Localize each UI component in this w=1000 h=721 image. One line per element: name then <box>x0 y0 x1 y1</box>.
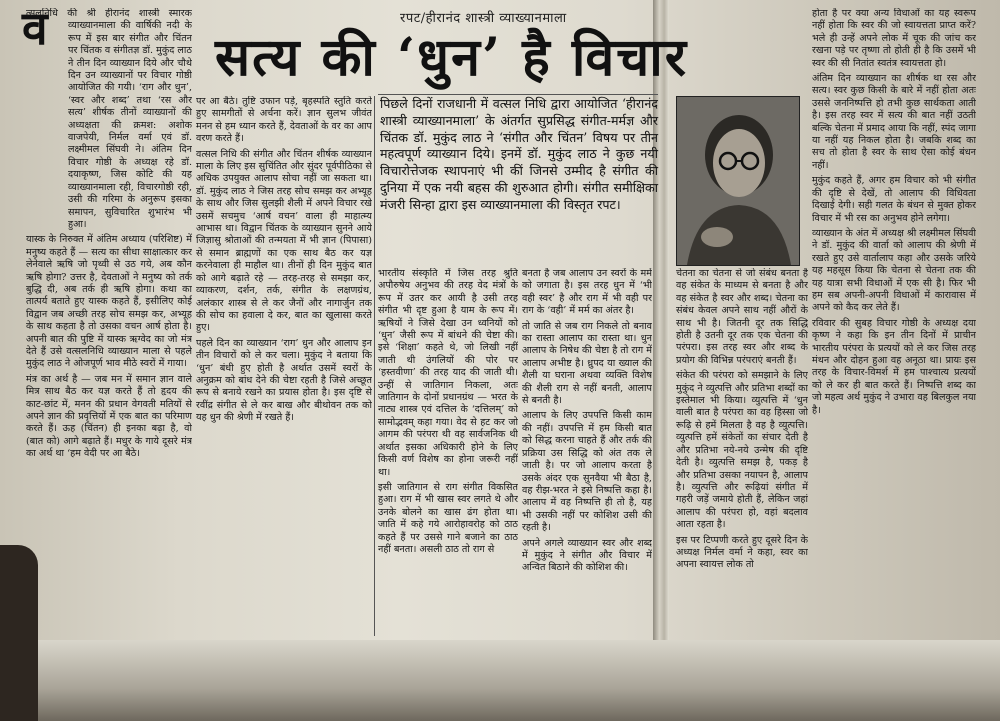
col1-para-3: मंत्र का अर्थ है — जब मन में समान ज्ञान वाले मित्र साथ बैठ कर यज्ञ करते हैं तो हृदय की काट-छांट में, मनन की प्रधान वेगवती मतियों से अपने ज्ञान की प्रवृत्तियों में एक बात का परिमाण करते हैं। ऊह (चिंतन) ही इनका बढ़ा है, वो (बात को) आगे बढ़ाते हैं। मधुर के गाये दूसरे मंत्र का अर्थ था ‘हम वेदी पर आ बैठे। <box>26 373 192 460</box>
col4-para-1: बनता है जब आलाप उन स्वरों के मर्म को जगाता है। इस तरह धुन में ‘भी वही स्वर’ है और राग में भी वही पर राग के ‘वही’ में मर्म का अंतर है। <box>522 268 652 317</box>
drop-cap: व <box>22 1 48 55</box>
bottom-edge <box>0 640 1000 721</box>
col5a-para-3: इस पर टिप्पणी करते हुए दूसरे दिन के अध्यक्ष निर्मल वर्मा ने कहा, स्वर का अपना स्वायत्त लोक तो <box>676 534 808 571</box>
col4-para-3: आलाप के लिए उपपत्ति किसी काम की नहीं। उपपत्ति में हम किसी बात को सिद्ध करना चाहते हैं और तर्क की प्रक्रिया उस सिद्धि को अंत तक ले जाती है। पर जो आलाप करता है उसके अंदर एक सुनवैया भी बैठा है, वह रीझ-भरत ने इसे निष्पत्ति कहा है। आलाप में वह निष्पत्ति ही तो है, यह भी उसकी नहीं पर कोशिश उसी की रहती है। <box>522 410 652 534</box>
col2-para-3: पहले दिन का व्याख्यान ‘राग’ धुन और आलाप इन तीन विचारों को ले कर चला। मुकुंद ने बताया कि ‘धुन’ बंधी हुए होती है अर्थात उसमें स्वरों के अनुक्रम को बांध देने की चेष्टा रहती है जिसे अच्छूत रूप से बनाये रखने का प्रयास होता है। इस दृष्टि से रवींद्र संगीत से ले कर बाख और बीथोवन तक को यह धुन की श्रेणी में रखते हैं। <box>196 337 372 424</box>
col3-para-2: इसी जातिगान से राग संगीत विकसित हुआ। राग में भी खास स्वर लगते थे और उनके बोलने का खास ढंग होता था। जाति में कहे गये आरोहावरोह को ठाठ कहते हैं पर उससे गाने बजाने का ठाठ नहीं बनता। असली ठाठ तो राग से <box>378 481 518 555</box>
headline: सत्य की ‘धुन’ है विचार <box>215 27 689 88</box>
column-5b <box>812 8 976 638</box>
col5b-para-5: रविवार की सुबह विचार गोष्ठी के अध्यक्ष दया कृष्ण ने कहा कि इन तीन दिनों में प्राचीन भारतीय परंपरा के प्रत्ययों को ले कर जिस तरह मंथन और दोहन हुआ वह अनूठा था। प्रायः इस तरह के विचार-विमर्श में हम पाश्चात्य प्रत्ययों को ले कर ही बात करते हैं। निष्पत्ति शब्द का जो महत्व अर्थ मुकुंद ने उभारा वह बिलकुल नया है। <box>812 317 976 416</box>
author-photo <box>676 96 800 266</box>
column-1 <box>26 8 192 638</box>
column-rule-1 <box>374 96 375 636</box>
holding-hand <box>0 545 38 721</box>
col2-para-1: पर आ बैठे। तुष्टि उफान पड़े, बृहस्पति स्तुति करते हुए सामगीतों से अर्चना करें। ज्ञान सुलभ जीवंत मनन से हम ध्यान करते हैं, देवताओं के वर का आप वरण करते हैं। <box>196 96 372 145</box>
col4-para-4: अपने अगले व्याख्यान स्वर और शब्द में मुकुंद ने संगीत और विचार में अन्वित बिठाने की कोशिश की। <box>522 537 652 574</box>
column-2 <box>196 96 372 636</box>
col5b-para-3: मुकुंद कहते हैं, अगर हम विचार को भी संगीत की दृष्टि से देखें, तो आलाप की विधिवता दिखाई देगी। सही गलत के बंधन से मुक्त होकर विचार में भी रस का अनुभव होने लगेगा। <box>812 175 976 224</box>
section-strip: रपट/हीरानंद शास्त्री व्याख्यानमाला <box>400 11 567 26</box>
column-3 <box>378 268 518 638</box>
intro-rule <box>378 94 658 95</box>
col5a-para-2: संकेत की परंपरा को समझाने के लिए मुकुंद ने व्युत्पत्ति और प्रतिभा शब्दों का इस्तेमाल भी किया। व्युत्पत्ति में ‘धुन वाली बात है परंपरा का वह हिस्सा जो रूढ़ि से हमें मिलता है वह है व्युत्पत्ति। व्युत्पत्ति हमें संकेतों का संचार देती है और प्रतिभा नये-नये उन्मेष की दृष्टि देती है। व्युत्पत्ति समझ है, पकड़ है और प्रतिभा उसका नयापन है, आलाप है। व्युत्पत्ति और रूढ़ियां संगीत में गहरी जड़ें जमाये होती हैं, लेकिन जहां आलाप की परंपरा हो, वहां बदलाव आता रहता है। <box>676 370 808 531</box>
col1-para-2: यास्क के निरुक्त में अंतिम अध्याय (परिशिष्ट) में मनुष्य कहते हैं — सत्य का सीधा साक्षात्कार कर लेनेवाले ऋषि जो पृथ्वी से उठ गये, अब कौन ऋषि होगा? उत्तर है, देवताओं ने मनुष्य को तर्क बुद्धि दी, अब तर्क ही ऋषि होगा। कथा का तात्पर्य बताते हुए यास्क कहते हैं, इसीलिए कोई विद्वान जब अच्छी तरह सोच समझ कर, अभ्यूह के साथ कहता है तो उसका वचन आर्ष होता है। अपनी बात की पुष्टि में यास्क ऋग्वेद का जो मंत्र देते हैं उसे वत्सलनिधि व्याख्यान माला से पहले मुकुंद लाठ ने ओजपूर्ण भाव मीठे स्वरों में गाया। <box>26 234 192 370</box>
col3-para-1: भारतीय संस्कृति में जिस तरह श्रुति अपौरुषेय अनुभव की तरह वेद मंत्रों के रूप में उतर कर आयी है उसी तरह संगीत भी दृष्ट हुआ है याम के रूप में। ऋषियों ने जिसे देखा उन ध्वनियों को ‘धुन’ जैसी रूप में बांधने की चेष्टा की। इसे ‘शिक्षा’ कहते थे, जो लिखी नहीं जाती थी उंगलियों की पोर पर ‘हस्तवीणा’ की तरह याद की जाती थी। उन्हीं से जातिगान निकला, अतः जातिगान के दोनों प्रधानग्रंथ — भरत के नाट्य शास्त्र एवं दत्तिल के ‘दत्तिलम्’ को सामोद्भवम् कहा गया। वेद से हट कर जो आगम की परंपरा थी वह सार्वजनिक थी अर्थात इसका अधिकारी होने के लिए किसी वर्ण विशेष का होना जरूरी नहीं था। <box>378 268 518 478</box>
col1-para-1: त्सलनिधि की श्री हीरानंद शास्त्री स्मारक व्याख्यानमाला की वार्षिकी नदी के रूप में इस बार संगीत और चिंतन पर चिंतक व संगीतज्ञ डॉ. मुकुंद लाठ ने तीन दिन व्याख्यान दिये और चौथे दिन उन व्याख्यानों पर विचार गोष्ठी आयोजित की गयी। ‘राग और धुन’, ‘स्वर और शब्द’ तथा ‘रस और सत्य’ शीर्षक तीनों व्याख्यानों की अध्यक्षता की क्रमश: अशोक वाजपेयी, निर्मल वर्मा एवं डॉ. लक्ष्मीमल सिंघवी ने। अंतिम दिन विचार गोष्ठी के अध्यक्ष रहे डॉ. दयाकृष्ण, जिस कोटि की यह व्याख्यानमाला रही, विचारगोष्ठी रही, उसी की गरिमा के अनुरूप इसका समापन, सुविचारित शुभारंभ भी हुआ। <box>26 8 192 230</box>
column-5a <box>676 268 808 638</box>
intro-blurb: पिछले दिनों राजधानी में वत्सल निधि द्वारा आयोजित ‘हीरानंद शास्त्री व्याख्यानमाला’ के अंतर्गत सुप्रसिद्ध संगीत-मर्मज्ञ और चिंतक डॉ. मुकुंद लाठ ने ‘संगीत और चिंतन’ विषय पर तीन महत्वपूर्ण व्याख्यान दिये। इनमें डॉ. मुकुंद लाठ ने कुछ नयी विचारोत्तेजक स्थापनाएं भी कीं जिनसे उम्मीद है संगीत की दुनिया में एक नयी बहस की शुरुआत होगी। संगीत समीक्षिका मंजरी सिन्हा द्वारा इस व्याख्यानमाला की विस्तृत रपट। <box>380 96 658 212</box>
portrait-figure <box>677 97 799 265</box>
col5a-para-1: चेतना का चेतना से जो संबंध बनता है वह संकेत के माध्यम से बनता है और वह संकेत है स्वर और शब्द। चेतना का संबंध केवल अपने साथ नहीं औरों के साथ भी है। जितनी दूर तक सिद्धि होती है उतनी दूर तक एक चेतना की परंपरा। इस तरह स्वर और शब्द के प्रयोग की विभिन्न परंपराएं बनती हैं। <box>676 268 808 366</box>
col4-para-2: तो जाति से जब राग निकले तो बनाव का रास्ता आलाप का रास्ता था। धुन आलाप के निषेध की चेष्टा है तो राग में आलाप अभीष्ट है। ध्रुपद या ख्याल की शैली या घराना अथवा व्यक्ति विशेष की शैली राग से नहीं बनती, आलाप से बनती है। <box>522 320 652 407</box>
col5b-para-1: होता है पर क्या अन्य विधाओं का यह स्वरूप नहीं होता कि स्वर की जो स्वायत्तता प्राप्त करें? भले ही उन्हें अपने लोक में चूक की जांच कर रखना पड़े पर तृष्णा तो होती ही है कि उसमें भी स्वर की सी नितांत स्वतंत्र स्वायत्तता हो। <box>812 8 976 69</box>
col5b-para-4: व्याख्यान के अंत में अध्यक्ष श्री लक्ष्मीमल सिंघवी ने डॉ. मुकुंद की वार्ता को आलाप की श्रेणी में रखते हुए उसे वार्तालाप कहा और उसके जरिये यह महसूस किया कि चेतना से चेतना तक की यह यात्रा सभी विधाओं में एक सी है। फिर भी हम सब अपनी-अपनी विधाओं में कारावास में अपने को कैद कर लेते हैं। <box>812 227 976 314</box>
col5b-para-2: अंतिम दिन व्याख्यान का शीर्षक था रस और सत्य। स्वर कुछ किसी के बारे में नहीं होता अतः उससे जननिष्पत्ति हो तभी कुछ सार्थकता आती है। इस तरह स्वर में सत्य की बात नहीं उठती बल्कि चेतना में प्रमाद आया कि नहीं, स्पंद जागा या नहीं यह निकल होता है। जबकि शब्द का सच तो होता है स्वर के साथ ऐसा कोई बंधन नहीं। <box>812 73 976 171</box>
column-4 <box>522 268 652 638</box>
col2-para-2: वत्सल निधि की संगीत और चिंतन शीर्षक व्याख्यान माला के लिए इस सुचिंतित और सुंदर पूर्वपीठिका से अधिक उपयुक्त आलाप सोचा नहीं जा सकता था। डॉ. मुकुंद लाठ ने जिस तरह सोच समझ कर अभ्यूह के साथ और जिस सुलझी शैली में अपने विचार रखे उसमें सचमुच ‘आर्ष वचन’ वाला ही माहात्म्य आभास था। विद्वान चिंतक के व्याख्यान सुनने आये जिज्ञासु श्रोताओं की तन्मयता में भी ज्ञान (पिपासा) से समान ब्राह्मणों का एक साथ बैठ कर यज्ञ करनेवाला ही माहौल था। तीनों ही दिन मुकुंद बात को आगे बढ़ाते रहे — तरह-तरह से समझा कर, व्याकरण, दर्शन, तर्क, संगीत के लक्षणग्रंथ, अलंकार शास्त्र से ले कर जैनों और नागार्जुन तक की सोच का हवाला दे कर, बात का खुलासा करते हुए। <box>196 148 372 334</box>
